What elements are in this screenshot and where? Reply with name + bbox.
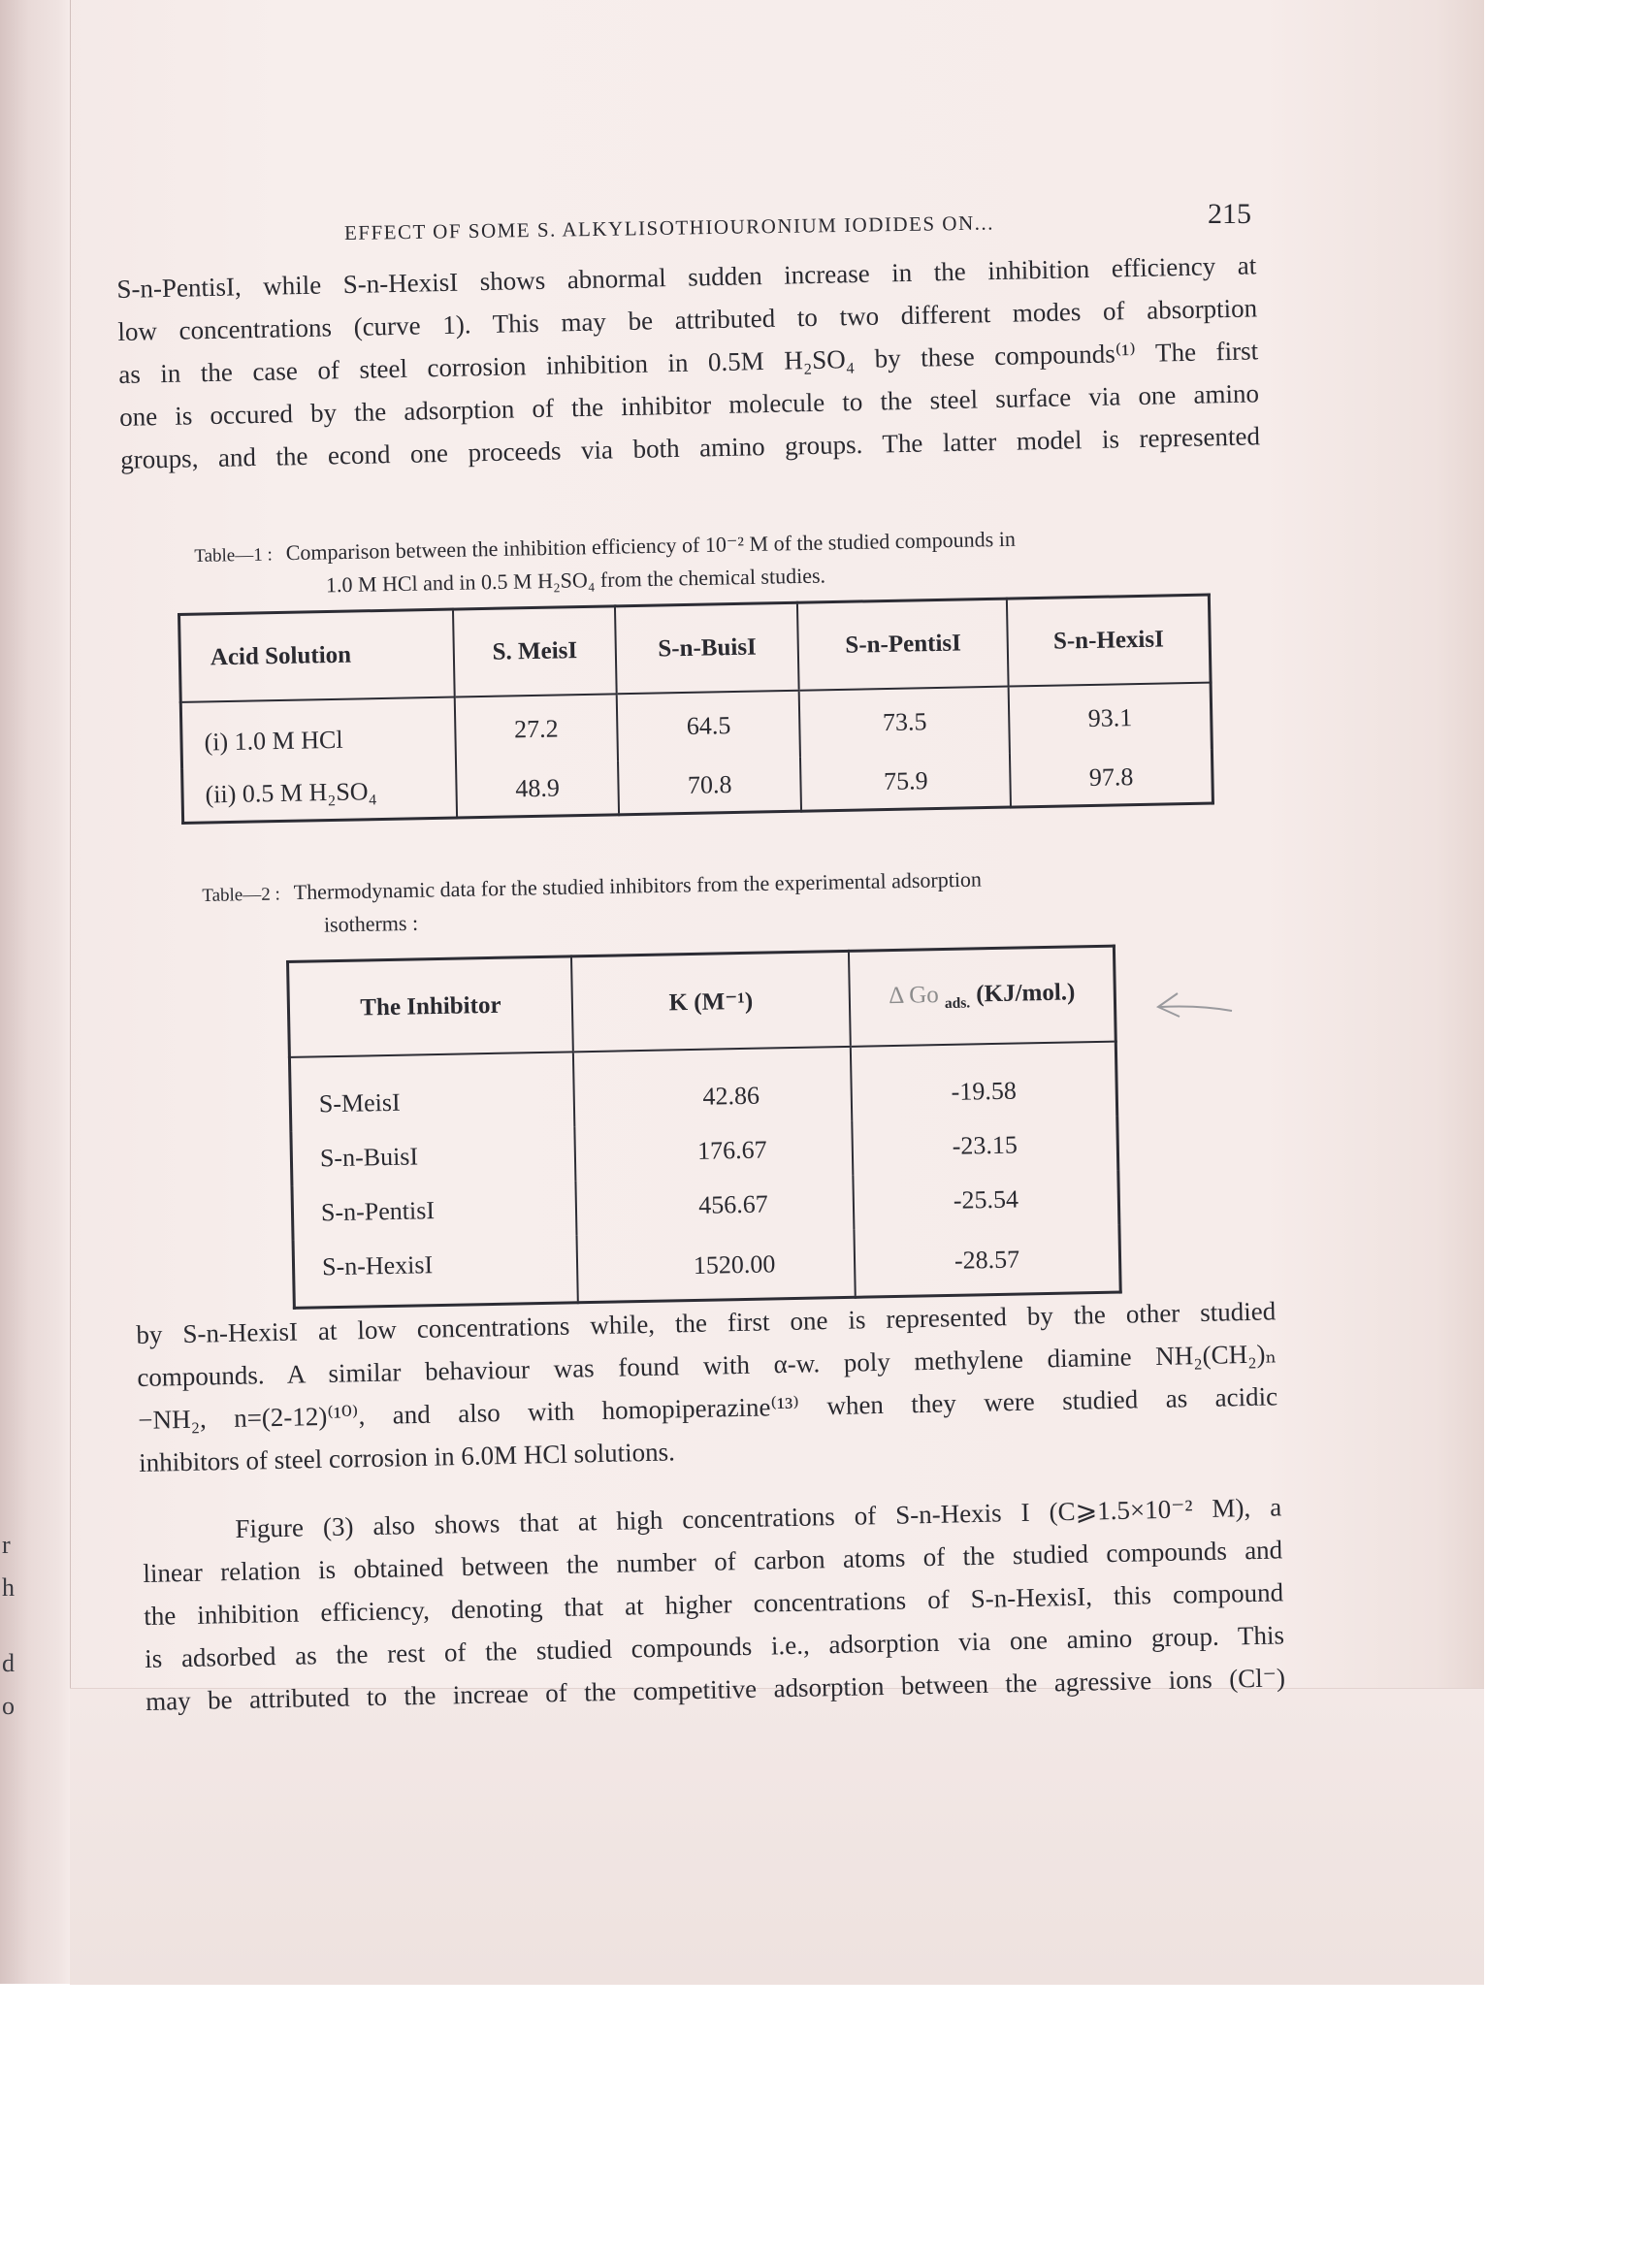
text-line: −NH₂, n=(2-12)⁽¹⁰⁾, and also with homopiperazine⁽¹³⁾ when they were studied as acidic: [137, 1381, 1278, 1435]
text-line: inhibitors of steel corrosion in 6.0M HCl solutions.: [138, 1437, 676, 1477]
text-line: low concentrations (curve 1). This may be attributed to two different modes of absorption: [117, 293, 1258, 346]
page-binding-edge: [0, 0, 71, 1984]
margin-fragment: o: [2, 1692, 15, 1720]
paragraph-2: [136, 1289, 1278, 1484]
text-line: Figure (3) also shows that at high concentrations of S-n-Hexis I (C⩾1.5×10⁻² M), a: [235, 1492, 1282, 1543]
handwritten-arrow-icon: [1150, 988, 1238, 1026]
inhibitor-name: S-MeisI: [318, 1087, 401, 1118]
table1-caption-label: Table—1 :: [194, 544, 273, 567]
column-header: The Inhibitor: [288, 956, 573, 1057]
text-line: is adsorbed as the rest of the studied compounds i.e., adsorption via one amino group. This: [144, 1620, 1285, 1673]
inhibitor-name: S-n-HexisI: [321, 1250, 434, 1281]
table-cell: 27.2: [455, 694, 618, 763]
text-line: S-n-PentisI, while S-n-HexisI shows abnormal sudden increase in the inhibition efficiency at: [116, 250, 1257, 304]
thermodynamic-data-table: [286, 945, 1122, 1310]
column-header: [849, 946, 1116, 1047]
table-cell: 75.9: [800, 754, 1011, 812]
column-header: Acid Solution: [179, 609, 455, 702]
delta-g-value: -19.58: [851, 1042, 1117, 1121]
table-cell: 70.8: [618, 758, 801, 815]
row-label: (i) 1.0 M HCl: [204, 725, 343, 757]
k-value: 176.67: [574, 1121, 853, 1181]
inhibition-efficiency-table: [178, 594, 1214, 825]
text-line: the inhibition efficiency, denoting that at higher concentrations of S-n-HexisI, this compound: [143, 1577, 1284, 1631]
page-number: 215: [1208, 198, 1251, 230]
column-header: S-n-HexisI: [1007, 595, 1211, 686]
delta-g-value: -23.15: [852, 1117, 1118, 1176]
table1-caption-line: 1.0 M HCl and in 0.5 M H₂SO₄ from the chemical studies.: [325, 563, 826, 598]
table2-caption-line: isotherms :: [323, 910, 419, 937]
table-cell: 93.1: [1009, 683, 1212, 754]
column-header: K (M⁻¹): [571, 951, 851, 1052]
table-cell: 48.9: [456, 761, 619, 818]
margin-fragment: d: [2, 1649, 15, 1677]
text-line: may be attributed to the increae of the competitive adsorption between the agressive ions (Cl⁻): [145, 1663, 1286, 1716]
delta-g-value: -25.54: [853, 1171, 1119, 1230]
inhibitor-name: S-n-BuisI: [319, 1142, 419, 1173]
table-cell: 64.5: [617, 691, 801, 761]
k-value: 42.86: [573, 1047, 852, 1126]
text-line: groups, and the econd one proceeds via both amino groups. The latter model is represented: [119, 421, 1261, 474]
paragraph-1: [116, 243, 1260, 481]
delta-glyph: Δ Go: [888, 982, 940, 1010]
margin-fragment: r: [2, 1531, 11, 1559]
row-label: (ii) 0.5 M H₂SO₄: [205, 777, 377, 809]
column-header: S. MeisI: [453, 606, 617, 697]
text-line: compounds. A similar behaviour was found with α-w. poly methylene diamine NH₂(CH₂)ₙ: [137, 1339, 1277, 1392]
table2-caption-line: Thermodynamic data for the studied inhibitors from the experimental adsorption: [293, 866, 983, 905]
page-bottom-fold: [70, 1688, 1484, 1985]
table-cell: 97.8: [1010, 750, 1212, 807]
running-head: EFFECT OF SOME S. ALKYLISOTHIOURONIUM IODIDES ON...: [343, 211, 995, 244]
delta-g-value: -28.57: [854, 1225, 1120, 1298]
table-cell: 73.5: [799, 687, 1010, 758]
table1-caption-line: Comparison between the inhibition efficiency of 10⁻² M of the studied compounds in: [285, 526, 1017, 566]
paragraph-3: [142, 1485, 1285, 1723]
text-line: as in the case of steel corrosion inhibition in 0.5M H₂SO₄ by these compounds⁽¹⁾ The first: [117, 336, 1259, 389]
subscript: ads.: [944, 994, 971, 1012]
k-value: 456.67: [575, 1176, 854, 1235]
text-line: linear relation is obtained between the number of carbon atoms of the studied compounds and: [143, 1535, 1283, 1588]
inhibitor-name: S-n-PentisI: [320, 1196, 436, 1227]
table2-caption-label: Table—2 :: [202, 884, 280, 906]
column-header: S-n-PentisI: [797, 599, 1009, 691]
k-value: 1520.00: [576, 1230, 855, 1303]
text-line: one is occured by the adsorption of the inhibitor molecule to the steel surface via one amino: [118, 378, 1260, 432]
text-line: by S-n-HexisI at low concentrations while, the first one is represented by the other studied: [136, 1296, 1277, 1349]
margin-fragment: h: [2, 1573, 15, 1602]
column-header: S-n-BuisI: [615, 602, 799, 694]
unit: (KJ/mol.): [976, 979, 1076, 1008]
